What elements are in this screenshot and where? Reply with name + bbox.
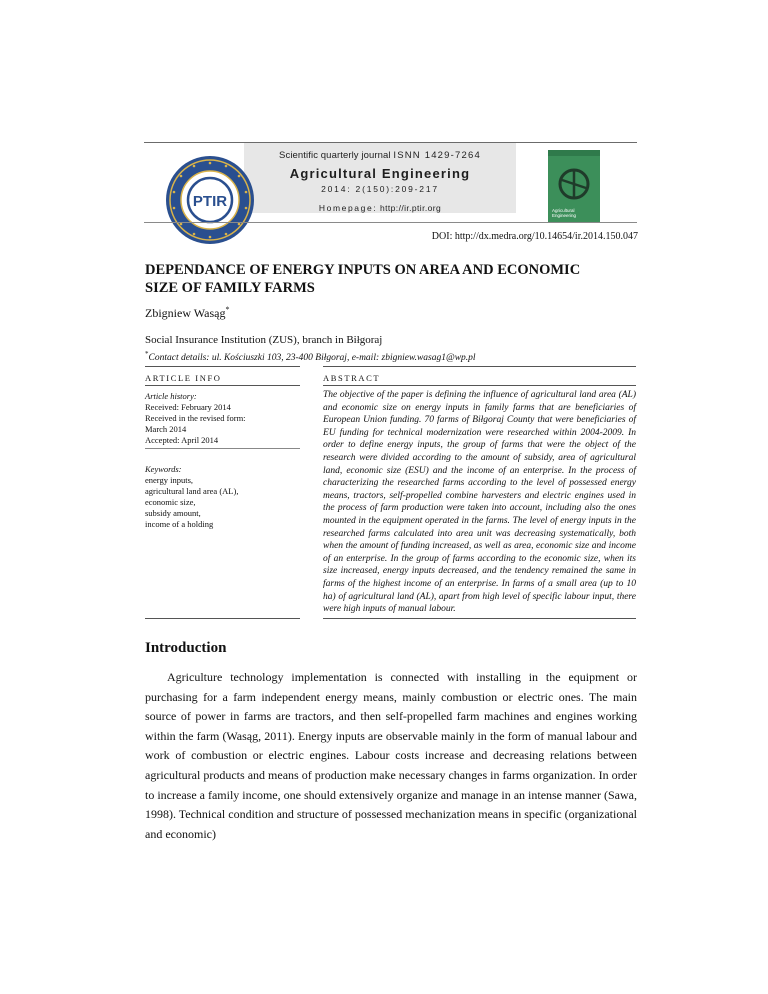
ptir-logo bbox=[164, 154, 256, 246]
article-info-label: ARTICLE INFO bbox=[145, 373, 222, 383]
journal-issue: 2014: 2(150):209-217 bbox=[321, 184, 439, 194]
journal-type-line: Scientific quarterly journal ISNN 1429-7264 bbox=[279, 150, 481, 161]
abstract-top-rule bbox=[323, 366, 636, 367]
journal-cover-thumbnail bbox=[548, 150, 600, 222]
issn: ISNN 1429-7264 bbox=[393, 150, 481, 161]
author-name: Zbigniew Wasąg* bbox=[145, 305, 230, 320]
journal-name: Agricultural Engineering bbox=[289, 166, 471, 181]
homepage-link[interactable]: http://ir.ptir.org bbox=[380, 203, 442, 213]
abstract-label: ABSTRACT bbox=[323, 373, 381, 383]
section-heading-introduction: Introduction bbox=[145, 640, 227, 656]
abstract-bottom-rule bbox=[323, 618, 636, 619]
contact-details: *Contact details: ul. Kościuszki 103, 23-400 Biłgoraj, e-mail: zbigniew.wasag1@wp.pl bbox=[145, 350, 476, 364]
history-keywords-divider bbox=[145, 448, 300, 449]
article-info-rule bbox=[145, 385, 300, 386]
article-title: DEPENDANCE OF ENERGY INPUTS ON AREA AND ECONOMIC SIZE OF FAMILY FARMS bbox=[145, 262, 581, 296]
author-affiliation: Social Insurance Institution (ZUS), branch in Biłgoraj bbox=[145, 334, 383, 346]
article-info-top-rule bbox=[145, 366, 300, 367]
keywords: Keywords: energy inputs, agricultural land area (AL), economic size, subsidy amount, income of a holding bbox=[145, 464, 239, 529]
logo-text: PTIR bbox=[192, 193, 228, 210]
article-info-bottom-rule bbox=[145, 618, 300, 619]
abstract-text: The objective of the paper is defining the influence of agricultural land area (AL) and economic size on energy inputs in family farms that are beneficiaries of European Union funding. 70 farms of Biłgoraj County that were beneficiaries of EU funding for technical modernization were researched within 2004-2009. In order to define energy inputs, the group of farms that were the object of the research were divided according to the amount of subsidy, area of agricultural land, economic size (ESU) and the income of an enterprise. In the process of characterizing the researched farms according to the level of possessed energy means, tractors, self-propelled combine harvesters and electric engines used in the process of farm production were taken into account, including also the ones mounted in the equipment operated in the farms. The level of energy inputs in the researched farms calculated into area unit was decreasing systematically, both when the amount of funding increased, as well as area, economic size and income of an enterprise. In the group of farms according to the economic size, when its size increased, energy inputs decreased, and the tendency remained the same in farms of the highest income of an enterprise. In farms of a small area (up to 10 ha) of agricultural land (AL), apart from high level of specific labour input, there were high inputs of manual labour. bbox=[323, 390, 636, 615]
abstract-rule bbox=[323, 385, 636, 386]
journal-homepage: Homepage: http://ir.ptir.org bbox=[318, 203, 442, 213]
article-history: Article history: Received: February 2014 Received in the revised form: March 2014 Accepted: April 2014 bbox=[145, 391, 246, 445]
svg-text:Engineering: Engineering bbox=[552, 213, 577, 218]
svg-text:Agricultural: Agricultural bbox=[552, 208, 575, 213]
header-bottom-rule bbox=[144, 222, 637, 223]
doi-link[interactable]: DOI: http://dx.medra.org/10.14654/ir.2014.150.047 bbox=[431, 231, 638, 242]
introduction-paragraph: Agriculture technology implementation is connected with installing in the equipment or purchasing for a farm independent energy means, mainly combustion or electric ones. The main source of power in farms are tractors, and then self-propelled farm machines and engines working within the farm (Wasąg, 2011). Energy inputs are observable mainly in the form of manual labour and work of combustion or electric engines. Labour costs increase and decreasing relations between agricultural products and means of production make necessary changes in farms organization. In order to increase a family income, one should extensively organize and manage in an intense manner (Sawa, 1998). Technical condition and structure of possessed mechanization means in specific (organizational and economic) bbox=[145, 670, 637, 841]
